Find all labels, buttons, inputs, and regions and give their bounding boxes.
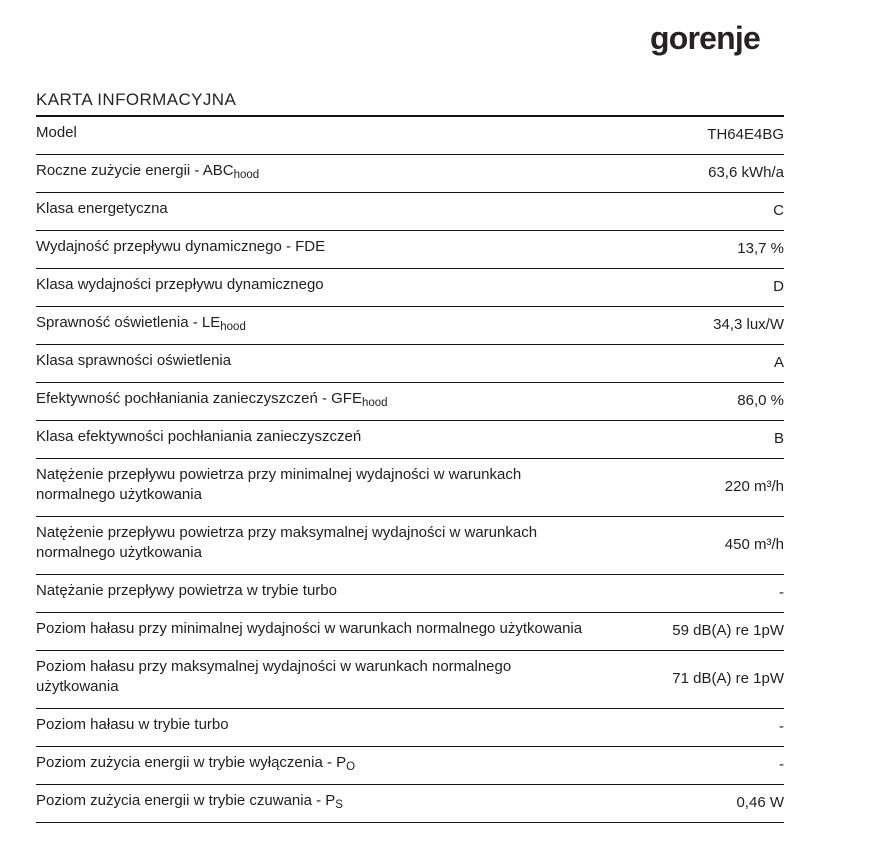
row-value: -	[779, 756, 784, 773]
table-row	[36, 651, 784, 709]
row-label-subscript: hood	[361, 397, 388, 409]
row-label	[36, 791, 343, 815]
row-label-text: Klasa efektywności pochłaniania zanieczyszczeń	[36, 428, 362, 445]
row-label	[36, 715, 229, 739]
row-label	[36, 161, 259, 185]
row-label-text: Poziom zużycia energii w trybie czuwania - P	[36, 792, 336, 809]
row-label-text: Sprawność oświetlenia - LE	[36, 314, 221, 331]
spec-table	[36, 117, 784, 823]
row-value: 71 dB(A) re 1pW	[672, 670, 784, 687]
table-row	[36, 613, 784, 651]
row-value: -	[779, 718, 784, 735]
row-label-text: Klasa wydajności przepływu dynamicznego	[36, 276, 324, 293]
row-label	[36, 523, 596, 567]
row-label	[36, 275, 324, 299]
row-label	[36, 199, 168, 223]
table-row	[36, 747, 784, 785]
table-row	[36, 345, 784, 383]
row-label-text: Klasa energetyczna	[36, 200, 168, 217]
row-label-text: Wydajność przepływu dynamicznego - FDE	[36, 238, 326, 255]
table-row	[36, 307, 784, 345]
row-label-text: Poziom hałasu przy maksymalnej wydajności w warunkach normalnego użytkowania	[36, 658, 512, 695]
row-value: -	[779, 584, 784, 601]
row-label-subscript: hood	[233, 169, 260, 181]
row-label-text: Natężenie przepływu powietrza przy minimalnej wydajności w warunkach normalnego użytkowania	[36, 466, 522, 503]
table-row	[36, 517, 784, 575]
row-label-text: Poziom hałasu w trybie turbo	[36, 716, 229, 733]
row-value: A	[773, 354, 784, 371]
table-row	[36, 383, 784, 421]
row-label	[36, 753, 355, 777]
row-label	[36, 427, 361, 451]
table-row	[36, 155, 784, 193]
row-label	[36, 389, 388, 413]
row-label-text: Natężanie przepływy powietrza w trybie turbo	[36, 582, 337, 599]
row-value: TH64E4BG	[707, 126, 784, 143]
row-value: 59 dB(A) re 1pW	[672, 622, 784, 639]
table-row	[36, 459, 784, 517]
table-row	[36, 785, 784, 823]
row-label	[36, 465, 596, 509]
table-row	[36, 709, 784, 747]
row-value: 0,46 W	[736, 794, 784, 811]
row-label	[36, 657, 596, 701]
row-label-text: Poziom hałasu przy minimalnej wydajności w warunkach normalnego użytkowania	[36, 620, 583, 637]
table-row	[36, 193, 784, 231]
row-value: 86,0 %	[737, 392, 784, 409]
row-label-text: Model	[36, 124, 77, 141]
gorenje-logo: gorenje	[650, 20, 760, 56]
row-value: B	[773, 430, 784, 447]
row-label	[36, 123, 77, 147]
table-row	[36, 231, 784, 269]
page-title: KARTA INFORMACYJNA	[36, 90, 784, 117]
row-value: 34,3 lux/W	[713, 316, 784, 333]
spec-sheet	[36, 90, 784, 823]
row-value: 63,6 kWh/a	[708, 164, 784, 181]
row-label-text: Roczne zużycie energii - ABC	[36, 162, 234, 179]
row-label-text: Efektywność pochłaniania zanieczyszczeń - GFE	[36, 390, 362, 407]
row-label-subscript: O	[346, 761, 356, 773]
row-label-text: Poziom zużycia energii w trybie wyłączenia - P	[36, 754, 347, 771]
table-row	[36, 117, 784, 155]
row-value: D	[773, 278, 784, 295]
row-label-text: Natężenie przepływu powietrza przy maksymalnej wydajności w warunkach normalnego użytkowania	[36, 524, 538, 561]
row-label-text: Klasa sprawności oświetlenia	[36, 352, 232, 369]
row-label	[36, 351, 231, 375]
row-label-subscript: S	[335, 799, 343, 811]
table-row	[36, 421, 784, 459]
row-label-subscript: hood	[220, 321, 246, 333]
row-value: 220 m³/h	[724, 478, 784, 495]
row-value: 13,7 %	[737, 240, 784, 257]
row-label	[36, 313, 246, 337]
table-row	[36, 575, 784, 613]
row-label	[36, 581, 337, 605]
row-value: 450 m³/h	[724, 536, 784, 553]
row-label	[36, 237, 325, 261]
row-value: C	[773, 202, 784, 219]
table-row	[36, 269, 784, 307]
row-label	[36, 619, 582, 643]
